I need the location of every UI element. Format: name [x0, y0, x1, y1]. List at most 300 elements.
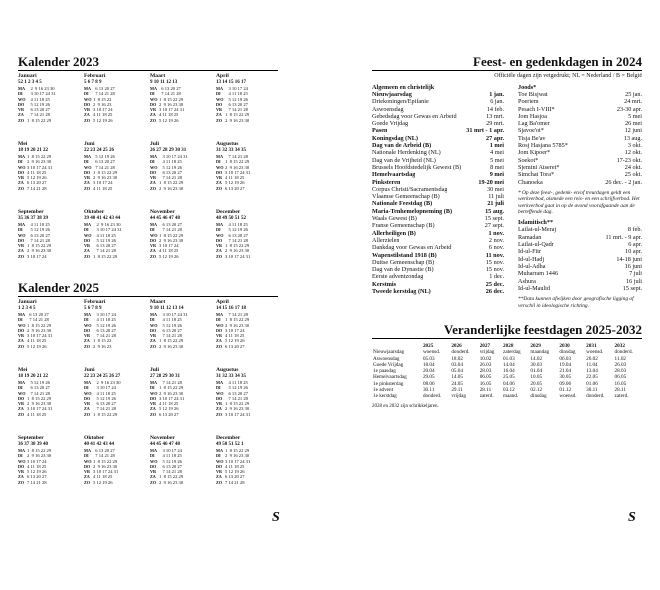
holiday-row — [372, 281, 504, 288]
weekday-label: VR — [150, 175, 157, 181]
day-numbers: 6 13 20 27 — [159, 411, 179, 417]
month-block — [150, 73, 214, 123]
day-numbers: 1 8 15 22 29 — [159, 180, 184, 186]
day-numbers: 7 14 21 28 — [27, 317, 49, 323]
holiday-row — [518, 270, 642, 277]
veranderlijke-table — [372, 343, 642, 400]
holiday-date: 25 jan. — [625, 91, 642, 98]
day-numbers: 5 12 19 26 — [159, 164, 182, 170]
weekday-label: ZO — [18, 253, 25, 259]
weekday-label: VR — [216, 175, 223, 181]
day-numbers: 5 12 19 26 — [225, 469, 245, 475]
table-cell: 01.04 — [530, 368, 543, 375]
holiday-name: Simchat Tora* — [518, 171, 555, 179]
weekday-label: ZO — [18, 411, 25, 417]
table-cell: 14.02 — [530, 355, 543, 362]
day-numbers: 7 14 21 28 — [225, 154, 248, 159]
table-cell: maand. — [503, 393, 519, 400]
day-numbers: 6 13 20 27 — [225, 232, 248, 238]
day-numbers: 6 13 20 27 — [27, 312, 49, 317]
table-cell: 01.06 — [586, 380, 598, 387]
day-row — [150, 254, 214, 259]
day-numbers: 7 14 21 28 — [27, 237, 50, 243]
year-header: 2030 — [559, 342, 570, 349]
day-numbers: 2 9 16 23 30 — [159, 479, 184, 485]
table-cell: vrijdag — [451, 393, 467, 400]
day-numbers: 2 9 16 23 30 — [159, 101, 184, 107]
month-name: Mei — [18, 367, 28, 373]
weekday-label: WO — [18, 390, 26, 396]
day-numbers: 4 11 18 25 — [27, 463, 47, 469]
day-numbers: 2 9 16 23 30 — [159, 390, 184, 396]
holiday-date: 15 aug. — [485, 207, 504, 215]
holiday-name: Jom Hasjoa — [518, 112, 548, 120]
holiday-row — [372, 171, 504, 178]
table-cell: 21.04 — [559, 368, 572, 375]
holiday-name: Lag Ba'omer — [518, 120, 550, 128]
holiday-row — [518, 226, 642, 233]
day-row — [216, 344, 280, 349]
day-numbers: 5 12 19 26 — [93, 395, 116, 401]
day-numbers: 6 13 20 27 — [225, 390, 248, 396]
month-block — [18, 141, 82, 191]
month-block — [216, 367, 280, 417]
day-numbers: 5 12 19 26 — [225, 96, 248, 102]
day-numbers: 7 14 21 28 — [225, 107, 248, 113]
day-numbers: 5 12 19 26 — [159, 253, 179, 259]
day-numbers: 3 10 17 24 31 — [225, 458, 251, 464]
day-numbers: 5 12 19 26 — [27, 227, 50, 233]
veranderlijke-title: Veranderlijke feestdagen 2025-2032 — [372, 323, 642, 339]
month-block — [18, 367, 82, 417]
table-cell: 13.04 — [586, 368, 598, 375]
holiday-row — [372, 230, 504, 237]
holiday-name: Goede Vrijdag — [372, 120, 409, 128]
day-row — [18, 118, 82, 123]
day-numbers: 7 14 21 28 — [93, 406, 116, 412]
holiday-date: 15 sept. — [484, 215, 504, 223]
table-cell: 04.06 — [503, 380, 515, 387]
holiday-date: 5 mei — [490, 156, 504, 164]
weekday-label: DO — [216, 237, 223, 243]
day-numbers: 1 8 15 22 29 — [27, 448, 52, 453]
weekday-label: WO — [216, 458, 224, 464]
holiday-date: 1 jan. — [489, 91, 504, 98]
day-numbers: 2 9 16 23 30 — [27, 86, 55, 91]
weekday-label: MA — [18, 312, 25, 317]
weekday-label: DO — [150, 463, 157, 469]
table-cell: zaterd. — [614, 393, 629, 400]
table-cell: 08.06 — [422, 380, 435, 387]
table-cell: 06.05 — [614, 374, 627, 381]
day-numbers: 4 11 18 25 — [27, 411, 47, 417]
day-numbers: 6 13 20 27 — [27, 107, 50, 113]
day-numbers: 7 14 21 28 — [93, 248, 116, 254]
month-block — [18, 435, 82, 485]
holiday-name: Kerstmis — [372, 280, 397, 288]
day-numbers: 4 11 18 25 — [93, 474, 113, 480]
day-numbers: 4 11 18 25 — [27, 96, 50, 102]
weekday-label: ZO — [150, 343, 157, 349]
day-numbers: 7 14 21 28 — [93, 164, 115, 170]
weekday-label: DO — [150, 395, 157, 401]
holiday-name: Id-ul-Hadj — [518, 255, 545, 263]
day-numbers: 5 12 19 26 — [93, 154, 115, 159]
weekday-label: ZO — [84, 411, 91, 417]
table-cell: 28.03 — [479, 368, 492, 375]
day-numbers: 4 11 18 25 — [159, 112, 179, 118]
weekday-label: DO — [216, 101, 223, 107]
holiday-date: 14-18 juni — [616, 255, 642, 263]
weekday-label: MA — [84, 448, 91, 453]
week-numbers: 44 45 46 47 48 — [150, 216, 180, 221]
day-row — [216, 254, 280, 259]
note-joods: * Op deze feest-, gedenk- en/of treurdagen geldt een werkverbod, alsmede een reis- en een schrijfverbod. Het werkverbod gaat in op de avond voorafgaande aan de betreffende dag. — [518, 189, 640, 216]
table-cell: dinsdag — [530, 393, 547, 400]
holiday-date: 16 juni — [624, 262, 642, 270]
week-numbers: 1 2 3 4 5 — [18, 306, 36, 311]
day-numbers: 2 9 16 23 30 — [225, 406, 250, 412]
month-block — [18, 299, 82, 349]
day-numbers: 2 9 16 23 30 — [225, 248, 250, 254]
holiday-date: 24 okt. — [624, 163, 642, 171]
holiday-row — [372, 266, 504, 273]
day-row — [150, 480, 214, 485]
month-name: Juni — [84, 141, 95, 147]
week-numbers: 48 49 50 51 52 — [216, 216, 246, 221]
weekday-label: WO — [216, 164, 224, 170]
weekday-label: DI — [150, 453, 155, 459]
weekday-label: ZO — [18, 185, 25, 191]
weekday-label: DO — [84, 395, 91, 401]
holiday-date: 19-20 mei — [478, 178, 504, 186]
day-row — [84, 480, 148, 485]
day-numbers: 7 14 21 28 — [93, 91, 115, 97]
holiday-row — [372, 186, 504, 193]
day-numbers: 3 10 17 24 31 — [159, 154, 188, 159]
weekday-label: VR — [18, 107, 25, 113]
day-row — [150, 344, 214, 349]
holiday-row — [372, 244, 504, 251]
table-cell: 18.04 — [422, 361, 435, 368]
weekday-label: DI — [216, 453, 221, 459]
day-numbers: 3 10 17 24 31 — [225, 253, 251, 259]
weekday-label: ZO — [216, 117, 223, 123]
day-numbers: 2 9 16 23 — [93, 343, 112, 349]
day-row — [216, 118, 280, 123]
day-numbers: 5 12 19 26 — [225, 227, 248, 233]
day-row — [84, 344, 148, 349]
day-numbers: 3 10 17 24 31 — [27, 164, 53, 170]
holiday-name: Rosj Hasjana 5785* — [518, 142, 568, 150]
day-numbers: 1 8 15 22 29 — [159, 474, 184, 480]
holiday-date: 11 juli — [488, 193, 504, 201]
day-numbers: 1 8 15 22 29 — [93, 253, 118, 259]
day-numbers: 6 13 20 27 — [159, 463, 182, 469]
weekday-label: WO — [84, 164, 92, 170]
day-numbers: 5 12 19 26 — [159, 117, 179, 123]
feastday-label: 1e advent — [373, 387, 394, 394]
day-numbers: 7 14 21 28 — [225, 395, 248, 401]
weekday-label: DO — [216, 395, 223, 401]
day-numbers: 7 14 21 28 — [27, 479, 47, 485]
day-row — [216, 186, 280, 191]
day-row — [18, 412, 82, 417]
table-cell: 30.11 — [422, 387, 435, 394]
day-numbers: 6 13 20 27 — [93, 327, 116, 333]
day-numbers: 1 8 15 22 29 — [27, 322, 52, 328]
weekday-label: DO — [84, 101, 91, 107]
month-name: November — [150, 209, 175, 215]
calendar-2023-grid — [18, 73, 278, 281]
day-numbers: 7 14 21 28 — [159, 175, 182, 181]
day-row — [18, 480, 82, 485]
month-name: Augustus — [216, 367, 239, 373]
weekday-label: DI — [150, 317, 155, 323]
day-row — [150, 186, 214, 191]
table-cell: 28.03 — [614, 368, 627, 375]
month-block — [216, 73, 280, 123]
year-header: 2025 — [422, 342, 434, 349]
holiday-date: 26 dec. - 2 jan. — [605, 178, 642, 186]
day-numbers: 5 12 19 26 — [27, 343, 47, 349]
weekday-label: MA — [150, 312, 157, 317]
weekday-label: ZO — [150, 253, 157, 259]
holiday-row — [372, 222, 504, 229]
month-name: November — [150, 435, 175, 441]
day-numbers: 3 10 17 24 — [27, 458, 47, 464]
day-numbers: 7 14 21 28 — [159, 333, 182, 339]
week-numbers: 5 6 7 8 9 — [84, 80, 102, 85]
feastday-label: 1e paasdag — [373, 368, 396, 375]
holiday-date: 2 nov. — [488, 236, 504, 244]
calendar-page — [18, 55, 278, 515]
month-name: December — [216, 435, 241, 441]
month-name: April — [216, 299, 229, 305]
weekday-label: DI — [18, 159, 23, 165]
weekday-label: MA — [150, 86, 157, 91]
day-numbers: 4 11 18 25 — [27, 222, 50, 227]
table-cell: 26.03 — [614, 361, 627, 368]
day-numbers: 5 12 19 26 — [225, 180, 245, 186]
holiday-row — [518, 127, 642, 134]
weekday-label: ZO — [84, 117, 91, 123]
day-numbers: 5 12 19 26 — [93, 479, 113, 485]
holiday-date: 31 mrt - 1 apr. — [466, 127, 504, 135]
weekday-label: VR — [18, 243, 25, 249]
holiday-date: 21 juli — [487, 200, 504, 208]
weekday-label: MA — [216, 380, 223, 385]
joods-islamitisch-column — [518, 84, 642, 313]
weekday-label: VR — [216, 401, 223, 407]
holiday-date: 15 nov. — [485, 258, 504, 266]
day-numbers: 2 9 16 23 30 — [159, 343, 184, 349]
month-block — [84, 435, 148, 485]
day-numbers: 6 13 20 27 — [159, 327, 182, 333]
holiday-name: Sjemini Atseret* — [518, 163, 560, 171]
weekday-label: ZA — [150, 112, 156, 118]
holiday-row — [518, 113, 642, 120]
weekday-label: VR — [216, 107, 223, 113]
holiday-date: 26 mei — [624, 120, 642, 128]
day-numbers: 6 13 20 27 — [93, 86, 115, 91]
holiday-name: Dag van de Dynastie (B) — [372, 266, 434, 274]
weekday-label: VR — [84, 243, 91, 249]
day-numbers: 7 14 21 28 — [159, 469, 182, 475]
holiday-name: Dankdag voor Gewas en Arbeid — [372, 244, 452, 252]
weekday-label: WO — [18, 96, 26, 102]
weekday-label: ZO — [84, 253, 91, 259]
holiday-date: 25 okt. — [624, 171, 642, 179]
weekday-label: DI — [84, 453, 89, 459]
day-numbers: 6 13 20 27 — [225, 185, 245, 191]
day-numbers: 4 11 18 25 — [225, 380, 248, 385]
weekday-label: ZA — [150, 180, 156, 186]
weekday-label: MA — [84, 86, 91, 91]
week-numbers: 9 10 11 12 13 — [150, 80, 178, 85]
holiday-name: Id-ul-Adha — [518, 262, 546, 270]
weekday-label: VR — [84, 333, 91, 339]
week-numbers: 18 19 20 21 22 — [18, 148, 48, 153]
day-numbers: 6 13 20 27 — [225, 101, 248, 107]
holiday-row — [518, 106, 642, 113]
weekday-label: MA — [150, 222, 157, 227]
month-name: Juli — [150, 367, 160, 373]
day-numbers: 5 12 19 26 — [159, 322, 182, 328]
holiday-date: 6 apr. — [628, 241, 642, 249]
weekday-label: WO — [18, 322, 26, 328]
weekday-label: ZO — [150, 185, 157, 191]
holiday-name: Lailat-ul-Meraj — [518, 226, 557, 234]
table-cell: woensd. — [559, 393, 577, 400]
weekday-label: WO — [84, 390, 92, 396]
day-numbers: 4 11 18 25 — [27, 169, 47, 175]
month-block — [84, 367, 148, 417]
holiday-name: Lailat-ul-Qadr — [518, 241, 554, 249]
month-name: Mei — [18, 141, 28, 147]
day-numbers: 3 10 17 24 31 — [159, 312, 188, 317]
holiday-row — [518, 135, 642, 142]
holiday-date: 4 mei — [490, 149, 504, 157]
holiday-name: Maria-Tenhemelopneming (B) — [372, 207, 453, 215]
weekday-label: VR — [18, 333, 25, 339]
month-name: Oktober — [84, 435, 105, 441]
day-numbers: 6 13 20 27 — [27, 474, 47, 480]
table-cell: zaterd. — [479, 393, 494, 400]
weekday-label: ZA — [216, 474, 222, 480]
day-numbers: 4 11 18 25 — [93, 390, 116, 396]
table-cell: 11.02 — [614, 355, 627, 362]
table-cell: 03.12 — [503, 387, 515, 394]
day-numbers: 3 10 17 24 — [93, 312, 116, 317]
day-numbers: 7 14 21 28 — [225, 479, 245, 485]
weekday-label: DO — [84, 327, 91, 333]
weekday-label: ZA — [18, 338, 24, 344]
holiday-row — [372, 252, 504, 259]
calendar-2025-grid — [18, 299, 278, 507]
month-block — [150, 435, 214, 485]
week-numbers: 39 40 41 42 43 44 — [84, 216, 121, 221]
weekday-label: DI — [84, 159, 89, 165]
day-numbers: 1 8 15 22 29 — [225, 112, 250, 118]
holiday-date: 3 okt. — [627, 142, 642, 150]
weekday-label: WO — [150, 232, 158, 238]
holiday-row — [372, 106, 504, 113]
holiday-row — [372, 149, 504, 156]
holiday-row — [518, 241, 642, 248]
holiday-date: 24 mrt. — [624, 98, 642, 106]
weekday-label: ZO — [150, 117, 157, 123]
holiday-name: Nationale Herdenking (NL) — [372, 149, 441, 157]
holiday-date: 11 nov. — [485, 251, 504, 259]
table-cell: 14.05 — [451, 374, 463, 381]
holiday-name: Poeriem — [518, 98, 539, 106]
day-numbers: 2 9 16 23 30 — [27, 453, 52, 459]
month-name: September — [18, 435, 44, 441]
day-numbers: 7 14 21 28 — [225, 237, 248, 243]
weekday-label: VR — [18, 175, 25, 181]
weekday-label: MA — [18, 448, 25, 453]
day-numbers: 7 14 21 28 — [93, 333, 116, 339]
weekday-label: ZA — [150, 474, 156, 480]
weekday-label: VR — [150, 469, 157, 475]
day-numbers: 1 8 15 22 29 — [27, 395, 52, 401]
weekday-label: ZA — [216, 338, 222, 344]
month-name: Januari — [18, 73, 37, 79]
weekday-label: DO — [150, 169, 157, 175]
day-numbers: 3 10 17 24 31 — [93, 469, 119, 475]
publisher-logo-icon: S — [628, 510, 636, 525]
weekday-label: DI — [216, 91, 221, 97]
weekday-label: MA — [216, 448, 223, 453]
weekday-label: MA — [150, 380, 157, 385]
weekday-label: ZA — [84, 406, 90, 412]
weekday-label: DI — [150, 159, 155, 165]
holiday-row — [372, 273, 504, 280]
weekday-label: VR — [84, 175, 91, 181]
weekday-label: MA — [216, 312, 223, 317]
weekday-label: VR — [150, 107, 157, 113]
table-cell: 01.03 — [503, 355, 515, 362]
holiday-date: 1 nov. — [488, 229, 504, 237]
weekday-label: DO — [18, 395, 25, 401]
weekday-label: MA — [18, 154, 25, 159]
table-cell: 06.03 — [559, 355, 572, 362]
weekday-label: DI — [216, 385, 221, 391]
month-name: Oktober — [84, 209, 105, 215]
weekday-label: WO — [216, 322, 224, 328]
weekday-label: VR — [216, 243, 223, 249]
holiday-name: Pinksteren — [372, 178, 401, 186]
weekday-label: ZO — [216, 185, 223, 191]
weekday-label: DI — [84, 227, 89, 233]
holiday-row — [518, 256, 642, 263]
holiday-date: 16 juli — [626, 277, 642, 285]
month-block — [216, 435, 280, 485]
day-numbers: 7 14 21 28 — [159, 227, 182, 233]
month-block — [84, 141, 148, 191]
day-numbers: 6 13 20 27 — [27, 180, 47, 186]
holiday-row — [372, 113, 504, 120]
day-numbers: 4 11 18 25 — [159, 248, 179, 254]
day-numbers: 5 12 19 26 — [27, 380, 50, 385]
weekday-label: DI — [18, 227, 23, 233]
weekday-label: MA — [150, 154, 157, 159]
weekday-label: ZO — [150, 411, 157, 417]
day-numbers: 4 11 18 25 — [159, 401, 179, 407]
day-numbers: 7 14 21 28 — [159, 91, 181, 97]
week-numbers: 14 15 16 17 18 — [216, 306, 246, 311]
